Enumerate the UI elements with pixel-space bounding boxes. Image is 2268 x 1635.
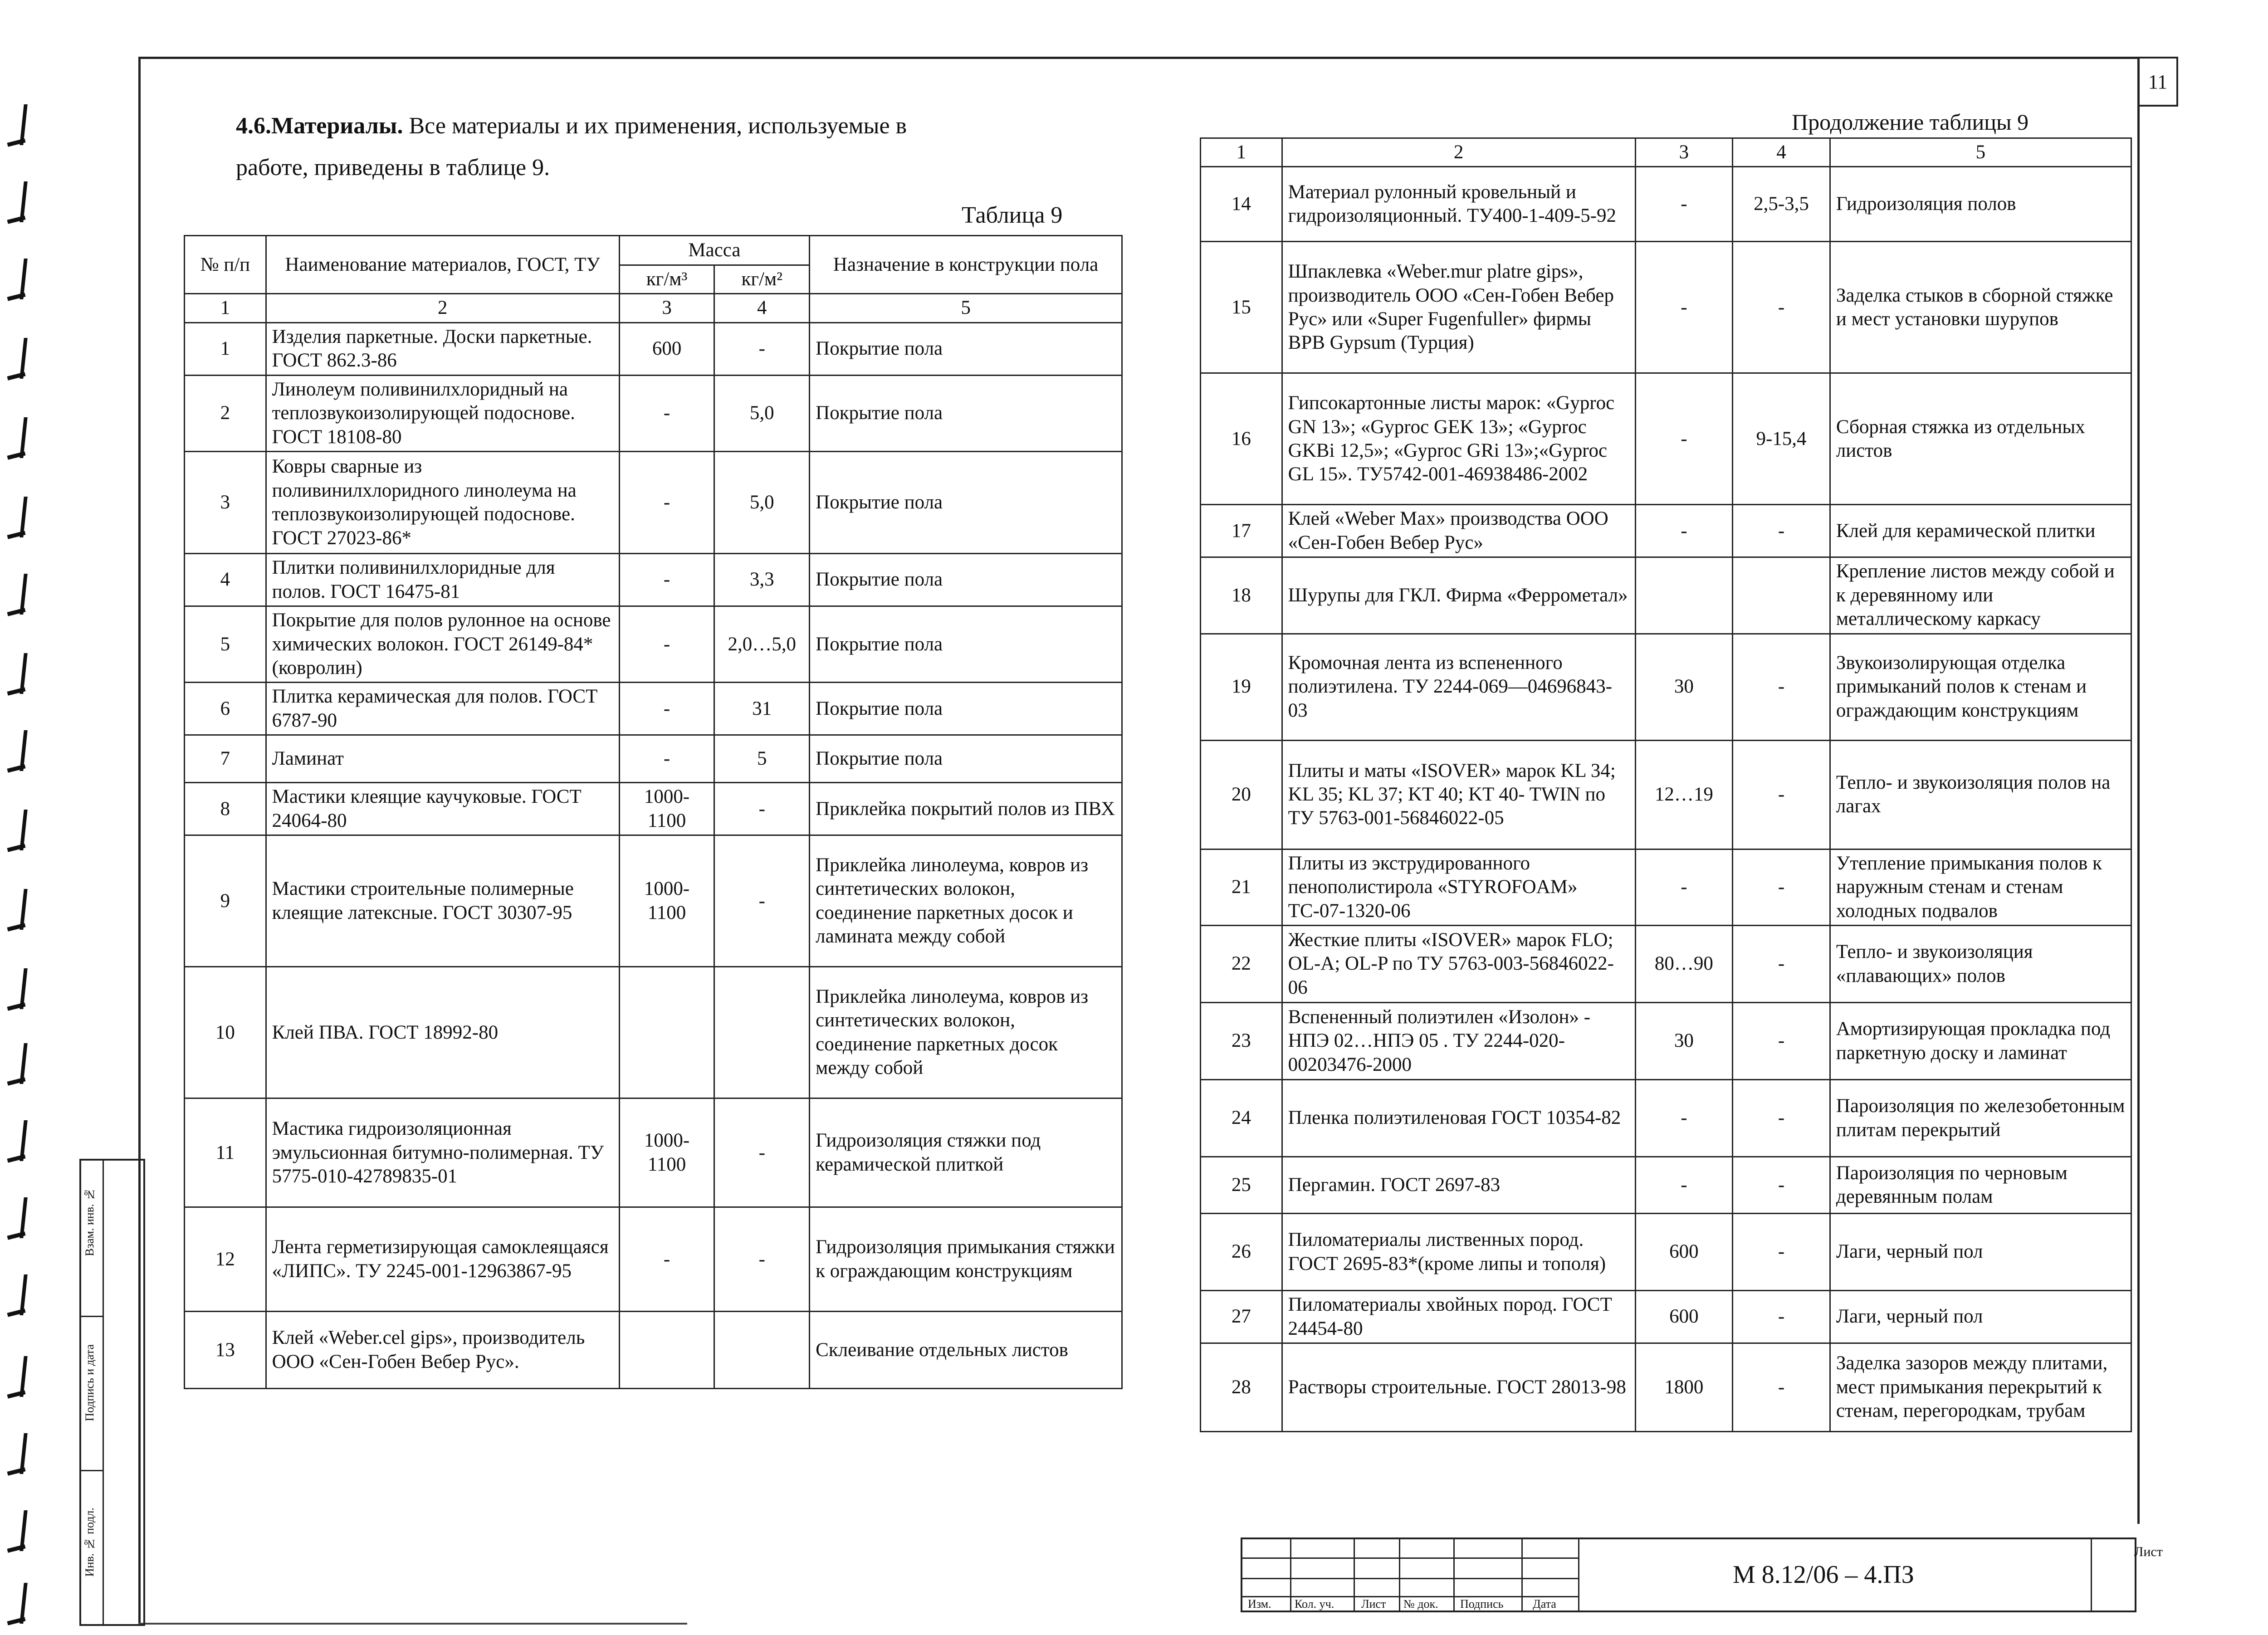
header-purpose: Назначение в конструкции пола xyxy=(810,236,1122,294)
table-row xyxy=(185,783,1122,835)
row-number: 25 xyxy=(1201,1157,1282,1214)
binding-mark xyxy=(4,338,44,383)
material-purpose: Заделка зазоров между плитами, мест примыкания перекрытий к стенам, перегородкам, трубам xyxy=(1830,1343,2131,1431)
column-number: 4 xyxy=(1733,138,1830,167)
mass-per-m2: - xyxy=(1733,1291,1830,1343)
table-row xyxy=(1201,373,2131,505)
material-purpose: Звукоизолирующая отделка примыканий полов к стенам и ограждающим конструкциям xyxy=(1830,634,2131,740)
mass-per-m3: - xyxy=(619,452,714,554)
binding-mark xyxy=(4,1043,44,1088)
section-text-line1: Все материалы и их применения, используемые в xyxy=(409,113,907,139)
binding-mark xyxy=(4,889,44,934)
mass-per-m3: - xyxy=(1635,242,1733,373)
mass-per-m3: 1800 xyxy=(1635,1343,1733,1431)
table-row xyxy=(185,322,1122,375)
material-name: Линолеум поливинилхлоридный на теплозвукоизолирующей подоснове. ГОСТ 18108-80 xyxy=(266,375,619,451)
section-text-line2: работе, приведены в таблице 9. xyxy=(236,155,550,181)
column-number: 1 xyxy=(1201,138,1282,167)
mass-per-m3: 30 xyxy=(1635,634,1733,740)
material-name: Клей «Weber.cel gips», производитель ООО «Сен-Гобен Вебер Рус». xyxy=(266,1312,619,1389)
mass-per-m2: - xyxy=(1733,242,1830,373)
material-name: Пиломатериалы хвойных пород. ГОСТ 24454-80 xyxy=(1282,1291,1635,1343)
column-number-row xyxy=(1201,138,2131,167)
material-name: Плитки поливинилхлоридные для полов. ГОСТ 16475-81 xyxy=(266,554,619,606)
material-name: Мастики строительные полимерные клеящие латексные. ГОСТ 30307-95 xyxy=(266,835,619,967)
mass-per-m3: 1000-1100 xyxy=(619,835,714,967)
mass-per-m3: - xyxy=(1635,373,1733,505)
binding-mark xyxy=(4,1120,44,1166)
bottom-line xyxy=(138,1623,687,1625)
material-purpose: Амортизирующая прокладка под паркетную доску и ламинат xyxy=(1830,1003,2131,1080)
material-name: Кромочная лента из вспененного полиэтилена. ТУ 2244-069—04696843-03 xyxy=(1282,634,1635,740)
mass-per-m3: 600 xyxy=(1635,1214,1733,1291)
mass-per-m3 xyxy=(619,1312,714,1389)
mass-per-m2: - xyxy=(714,322,810,375)
mass-per-m2: - xyxy=(1733,1003,1830,1080)
row-number: 23 xyxy=(1201,1003,1282,1080)
mass-per-m3: - xyxy=(1635,1157,1733,1214)
document-code: М 8.12/06 – 4.ПЗ xyxy=(1733,1561,1914,1589)
mass-per-m2: 2,0…5,0 xyxy=(714,606,810,683)
row-number: 2 xyxy=(185,375,266,451)
mass-per-m2: 31 xyxy=(714,683,810,735)
material-purpose: Пароизоляция по черновым деревянным полам xyxy=(1830,1157,2131,1214)
mass-per-m3: - xyxy=(1635,1080,1733,1157)
mass-per-m2: 3,3 xyxy=(714,554,810,606)
material-purpose: Гидроизоляция полов xyxy=(1830,167,2131,242)
stamp-label: Инв. № подл. xyxy=(83,1508,96,1577)
mass-per-m2: - xyxy=(714,835,810,967)
material-name: Клей ПВА. ГОСТ 18992-80 xyxy=(266,967,619,1098)
mass-per-m2: - xyxy=(1733,926,1830,1003)
mass-per-m3: 30 xyxy=(1635,1003,1733,1080)
mass-per-m2: - xyxy=(714,1098,810,1207)
table-row xyxy=(185,1312,1122,1389)
mass-per-m3: - xyxy=(1635,849,1733,925)
binding-mark xyxy=(4,259,44,304)
binding-mark xyxy=(4,1274,44,1320)
mass-per-m2: - xyxy=(1733,740,1830,849)
section-title: 4.6.Материалы. xyxy=(236,113,403,139)
row-number: 19 xyxy=(1201,634,1282,740)
material-purpose: Клей для керамической плитки xyxy=(1830,505,2131,557)
row-number: 13 xyxy=(185,1312,266,1389)
table-row xyxy=(185,375,1122,451)
row-number: 11 xyxy=(185,1098,266,1207)
table-row xyxy=(185,554,1122,606)
row-number: 12 xyxy=(185,1207,266,1312)
material-name: Шурупы для ГКЛ. Фирма «Феррометал» xyxy=(1282,557,1635,634)
binding-mark xyxy=(4,1356,44,1401)
table-row xyxy=(1201,849,2131,925)
material-purpose: Лаги, черный пол xyxy=(1830,1214,2131,1291)
mass-per-m3: - xyxy=(619,683,714,735)
title-block-label: Дата xyxy=(1533,1597,1556,1611)
material-purpose: Приклейка линолеума, ковров из синтетических волокон, соединение паркетных досок и ламината между собой xyxy=(810,835,1122,967)
stamp-cell-replaced xyxy=(81,1161,104,1317)
binding-mark xyxy=(4,968,44,1014)
table-row xyxy=(185,1098,1122,1207)
material-purpose: Пароизоляция по железобетонным плитам перекрытий xyxy=(1830,1080,2131,1157)
material-name: Клей «Weber Max» производства ООО «Сен-Гобен Вебер Рус» xyxy=(1282,505,1635,557)
table-row xyxy=(1201,505,2131,557)
material-purpose: Тепло- и звукоизоляция «плавающих» полов xyxy=(1830,926,2131,1003)
header-unit-m3: кг/м³ xyxy=(619,265,714,294)
title-block-label: Подпись xyxy=(1460,1597,1504,1611)
mass-per-m2: 9-15,4 xyxy=(1733,373,1830,505)
table-row xyxy=(1201,1003,2131,1080)
mass-per-m3: - xyxy=(619,735,714,783)
material-name: Пленка полиэтиленовая ГОСТ 10354-82 xyxy=(1282,1080,1635,1157)
mass-per-m2: 5,0 xyxy=(714,375,810,451)
mass-per-m3: 600 xyxy=(619,322,714,375)
material-purpose: Лаги, черный пол xyxy=(1830,1291,2131,1343)
row-number: 26 xyxy=(1201,1214,1282,1291)
mass-per-m3: - xyxy=(619,606,714,683)
page-number: 11 xyxy=(2137,57,2178,107)
table-row xyxy=(1201,1343,2131,1431)
binding-mark xyxy=(4,1197,44,1243)
material-name: Покрытие для полов рулонное на основе химических волокон. ГОСТ 26149-84* (ковролин) xyxy=(266,606,619,683)
row-number: 27 xyxy=(1201,1291,1282,1343)
row-number: 1 xyxy=(185,322,266,375)
table-row xyxy=(1201,167,2131,242)
table-row xyxy=(1201,926,2131,1003)
material-purpose: Приклейка покрытий полов из ПВХ xyxy=(810,783,1122,835)
table-row xyxy=(1201,634,2131,740)
sheet-label: Лист xyxy=(2134,1544,2163,1559)
mass-per-m2: - xyxy=(714,1207,810,1312)
column-number: 2 xyxy=(1282,138,1635,167)
row-number: 16 xyxy=(1201,373,1282,505)
binding-mark xyxy=(4,104,44,150)
material-name: Жесткие плиты «ISOVER» марок FLO; OL-A; OL-P по ТУ 5763-003-56846022-06 xyxy=(1282,926,1635,1003)
mass-per-m3: 80…90 xyxy=(1635,926,1733,1003)
header-num: № п/п xyxy=(185,236,266,294)
material-purpose: Покрытие пола xyxy=(810,554,1122,606)
binding-mark xyxy=(4,417,44,463)
material-purpose: Покрытие пола xyxy=(810,606,1122,683)
materials-table-continued xyxy=(1200,137,2132,1432)
mass-per-m3: - xyxy=(619,554,714,606)
mass-per-m3: 1000-1100 xyxy=(619,1098,714,1207)
material-purpose: Заделка стыков в сборной стяжке и мест установки шурупов xyxy=(1830,242,2131,373)
mass-per-m3: - xyxy=(619,1207,714,1312)
binding-mark xyxy=(4,1433,44,1479)
material-purpose: Гидроизоляция стяжки под керамической плиткой xyxy=(810,1098,1122,1207)
row-number: 14 xyxy=(1201,167,1282,242)
material-name: Плиты из экструдированного пенополистирола «STYROFOAM» ТС-07-1320-06 xyxy=(1282,849,1635,925)
material-name: Материал рулонный кровельный и гидроизоляционный. ТУ400-1-409-5-92 xyxy=(1282,167,1635,242)
binding-mark xyxy=(4,1510,44,1556)
row-number: 3 xyxy=(185,452,266,554)
material-name: Шпаклевка «Weber.mur platre gips», производитель ООО «Сен-Гобен Вебер Рус» или «Super Fugenfuller» фирмы BPB Gypsum (Турция) xyxy=(1282,242,1635,373)
material-purpose: Покрытие пола xyxy=(810,375,1122,451)
mass-per-m2: - xyxy=(1733,1080,1830,1157)
table-row xyxy=(185,452,1122,554)
column-number: 3 xyxy=(1635,138,1733,167)
binding-mark xyxy=(4,181,44,227)
section-paragraph xyxy=(236,109,1080,143)
table-row xyxy=(1201,1080,2131,1157)
material-name: Пергамин. ГОСТ 2697-83 xyxy=(1282,1157,1635,1214)
material-purpose: Покрытие пола xyxy=(810,452,1122,554)
material-purpose: Гидроизоляция примыкания стяжки к ограждающим конструкциям xyxy=(810,1207,1122,1312)
table-row xyxy=(185,683,1122,735)
material-purpose: Покрытие пола xyxy=(810,683,1122,735)
row-number: 9 xyxy=(185,835,266,967)
table-row xyxy=(185,735,1122,783)
material-purpose: Сборная стяжка из отдельных листов xyxy=(1830,373,2131,505)
material-purpose: Крепление листов между собой и к деревянному или металлическому каркасу xyxy=(1830,557,2131,634)
material-name: Лента герметизирующая самоклеящаяся «ЛИПС». ТУ 2245-001-12963867-95 xyxy=(266,1207,619,1312)
table-row xyxy=(1201,1291,2131,1343)
material-name: Ламинат xyxy=(266,735,619,783)
column-number: 4 xyxy=(714,294,810,322)
material-purpose: Тепло- и звукоизоляция полов на лагах xyxy=(1830,740,2131,849)
title-block xyxy=(1241,1537,2136,1612)
mass-per-m3: - xyxy=(1635,167,1733,242)
mass-per-m2: - xyxy=(1733,1157,1830,1214)
row-number: 8 xyxy=(185,783,266,835)
stamp-label: Взам. инв. № xyxy=(83,1188,96,1256)
mass-per-m3: 600 xyxy=(1635,1291,1733,1343)
materials-table xyxy=(184,235,1123,1389)
column-number-row xyxy=(185,294,1122,322)
material-purpose: Склеивание отдельных листов xyxy=(810,1312,1122,1389)
row-number: 28 xyxy=(1201,1343,1282,1431)
material-purpose: Покрытие пола xyxy=(810,735,1122,783)
binding-mark xyxy=(4,810,44,855)
binding-mark xyxy=(4,574,44,619)
row-number: 7 xyxy=(185,735,266,783)
material-purpose: Приклейка линолеума, ковров из синтетических волокон, соединение паркетных досок между собой xyxy=(810,967,1122,1098)
mass-per-m3: - xyxy=(1635,505,1733,557)
mass-per-m3: - xyxy=(619,375,714,451)
binding-mark xyxy=(4,653,44,698)
mass-per-m2: - xyxy=(1733,849,1830,925)
header-name: Наименование материалов, ГОСТ, ТУ xyxy=(266,236,619,294)
column-number: 5 xyxy=(810,294,1122,322)
row-number: 18 xyxy=(1201,557,1282,634)
table-row xyxy=(185,967,1122,1098)
mass-per-m2: - xyxy=(1733,505,1830,557)
column-number: 1 xyxy=(185,294,266,322)
material-name: Гипсокартонные листы марок: «Gyproc GN 13»; «Gyproc GEK 13»; «Gyproc GKBi 12,5»; «Gyproc GRi 13»;«Gyproc GL 15». ТУ5742-001-46938486-2002 xyxy=(1282,373,1635,505)
material-name: Растворы строительные. ГОСТ 28013-98 xyxy=(1282,1343,1635,1431)
row-number: 15 xyxy=(1201,242,1282,373)
binding-mark xyxy=(4,730,44,776)
stamp-strip xyxy=(79,1159,145,1626)
row-number: 6 xyxy=(185,683,266,735)
binding-mark xyxy=(4,497,44,542)
title-block-label: № док. xyxy=(1403,1597,1438,1611)
material-name: Мастики клеящие каучуковые. ГОСТ 24064-80 xyxy=(266,783,619,835)
table-row xyxy=(185,835,1122,967)
table-row xyxy=(1201,242,2131,373)
mass-per-m3: 12…19 xyxy=(1635,740,1733,849)
mass-per-m2 xyxy=(714,1312,810,1389)
material-name: Мастика гидроизоляционная эмульсионная битумно-полимерная. ТУ 5775-010-42789835-01 xyxy=(266,1098,619,1207)
row-number: 4 xyxy=(185,554,266,606)
material-name: Ковры сварные из поливинилхлоридного линолеума на теплозвукоизолирующей подоснове. ГОСТ 27023-86* xyxy=(266,452,619,554)
row-number: 20 xyxy=(1201,740,1282,849)
row-number: 21 xyxy=(1201,849,1282,925)
table-row xyxy=(1201,1214,2131,1291)
title-block-label: Изм. xyxy=(1248,1597,1271,1611)
mass-per-m2: - xyxy=(1733,1214,1830,1291)
row-number: 10 xyxy=(185,967,266,1098)
row-number: 24 xyxy=(1201,1080,1282,1157)
mass-per-m2: 5 xyxy=(714,735,810,783)
mass-per-m2: 5,0 xyxy=(714,452,810,554)
material-name: Плитка керамическая для полов. ГОСТ 6787-90 xyxy=(266,683,619,735)
material-name: Вспененный полиэтилен «Изолон» - НПЭ 02…НПЭ 05 . ТУ 2244-020-00203476-2000 xyxy=(1282,1003,1635,1080)
stamp-cell-inv xyxy=(81,1471,104,1625)
mass-per-m2: - xyxy=(714,783,810,835)
mass-per-m3: 1000-1100 xyxy=(619,783,714,835)
title-block-label: Лист xyxy=(1361,1597,1386,1611)
continuation-caption: Продолжение таблицы 9 xyxy=(1792,109,2029,135)
material-name: Плиты и маты «ISOVER» марок KL 34; KL 35; KL 37; KT 40; KT 40- TWIN по ТУ 5763-001-56846022-05 xyxy=(1282,740,1635,849)
mass-per-m2 xyxy=(714,967,810,1098)
page-frame-right xyxy=(2137,57,2140,1524)
mass-per-m3 xyxy=(619,967,714,1098)
table-row xyxy=(1201,740,2131,849)
table-row xyxy=(185,606,1122,683)
table-caption: Таблица 9 xyxy=(962,202,1063,228)
mass-per-m3 xyxy=(1635,557,1733,634)
material-purpose: Покрытие пола xyxy=(810,322,1122,375)
stamp-cell-sign xyxy=(81,1317,104,1471)
stamp-label: Подпись и дата xyxy=(83,1344,96,1421)
mass-per-m2: - xyxy=(1733,1343,1830,1431)
material-name: Пиломатериалы лиственных пород. ГОСТ 2695-83*(кроме липы и тополя) xyxy=(1282,1214,1635,1291)
row-number: 22 xyxy=(1201,926,1282,1003)
mass-per-m2: 2,5-3,5 xyxy=(1733,167,1830,242)
material-purpose: Утепление примыкания полов к наружным стенам и стенам холодных подвалов xyxy=(1830,849,2131,925)
table-row xyxy=(185,1207,1122,1312)
header-mass: Масса xyxy=(619,236,809,265)
mass-per-m2: - xyxy=(1733,634,1830,740)
title-block-label: Кол. уч. xyxy=(1295,1597,1334,1611)
column-number: 3 xyxy=(619,294,714,322)
row-number: 17 xyxy=(1201,505,1282,557)
table-row xyxy=(1201,557,2131,634)
material-name: Изделия паркетные. Доски паркетные. ГОСТ 862.3-86 xyxy=(266,322,619,375)
table-row xyxy=(1201,1157,2131,1214)
mass-per-m2 xyxy=(1733,557,1830,634)
column-number: 2 xyxy=(266,294,619,322)
column-number: 5 xyxy=(1830,138,2131,167)
header-unit-m2: кг/м² xyxy=(714,265,810,294)
binding-mark xyxy=(4,1583,44,1628)
row-number: 5 xyxy=(185,606,266,683)
